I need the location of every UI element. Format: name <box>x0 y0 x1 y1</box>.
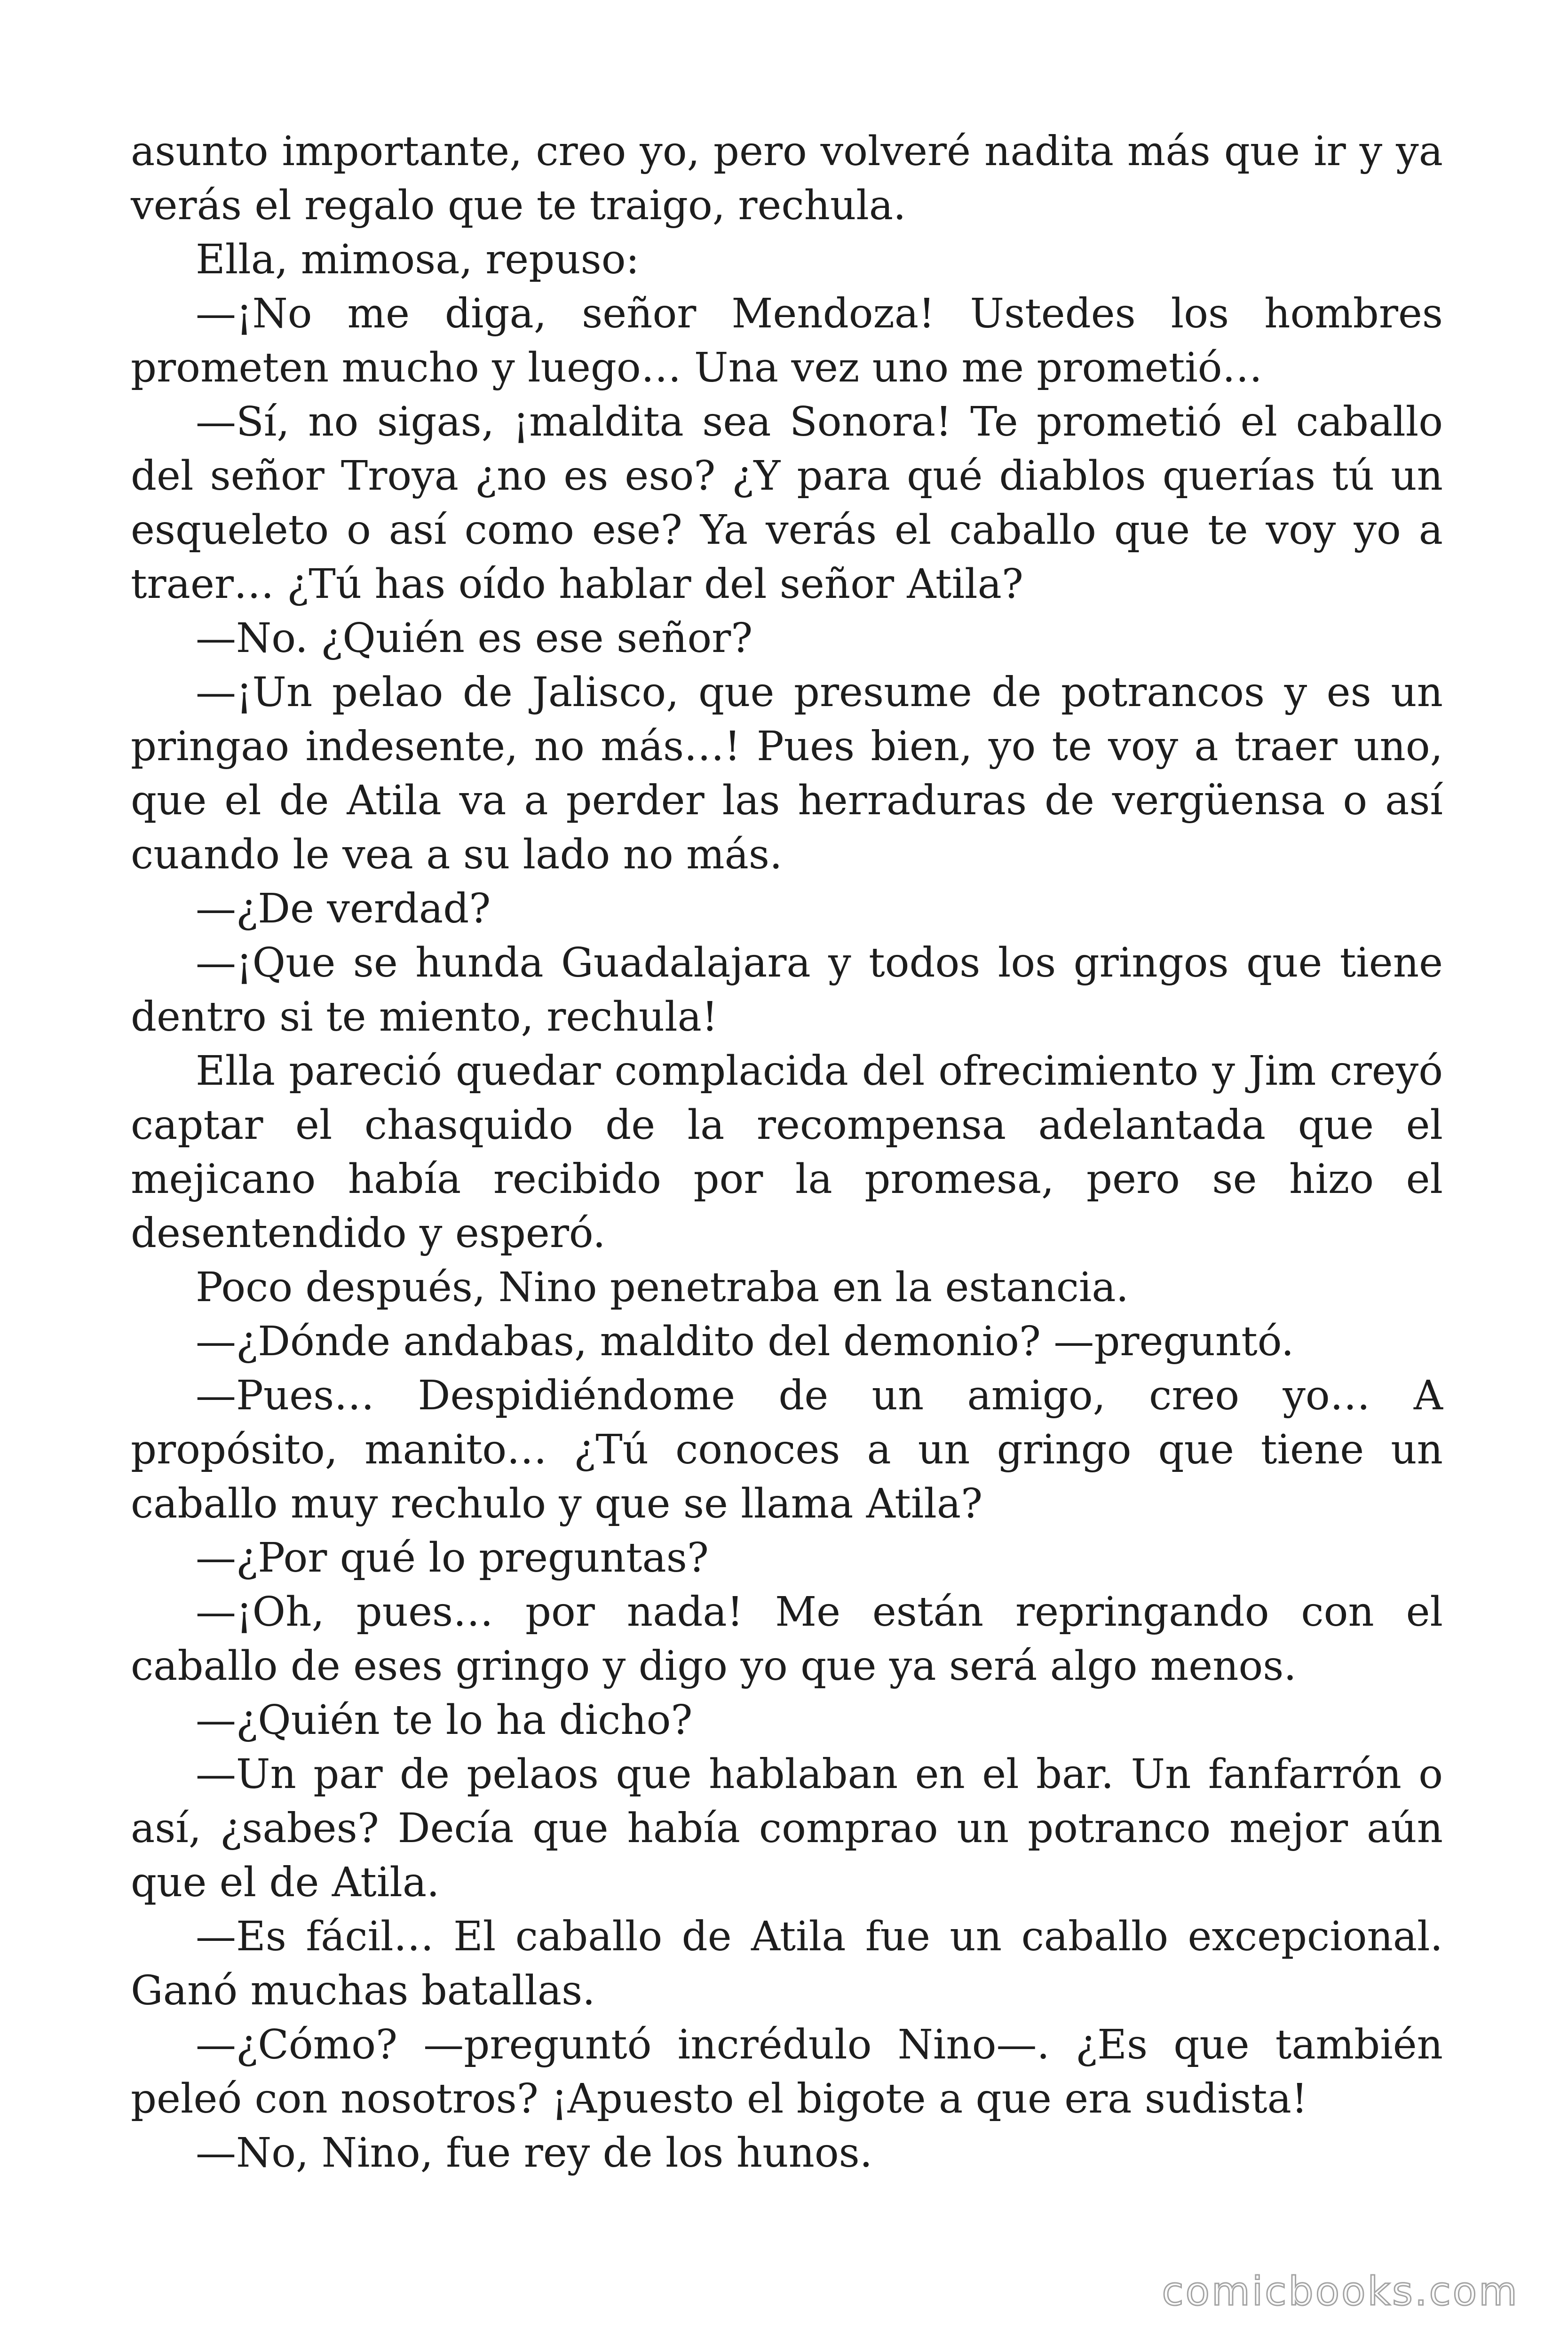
page-body <box>131 125 1443 2180</box>
paragraph: Poco después, Nino penetraba en la estancia. <box>196 1264 1129 1311</box>
paragraph: asunto importante, creo yo, pero volveré nadita más que ir y ya verás el regalo que te traigo, rechula. <box>131 128 1443 229</box>
paragraph: Ella, mimosa, repuso: <box>196 236 640 283</box>
paragraph: —Un par de pelaos que hablaban en el bar. Un fanfarrón o así, ¿sabes? Decía que había comprao un potranco mejor aún que el de Atila. <box>131 1751 1443 1906</box>
paragraph: —No, Nino, fue rey de los hunos. <box>196 2130 873 2177</box>
watermark: comicbooks.com <box>1162 2268 1519 2314</box>
paragraph: —¡Que se hunda Guadalajara y todos los gringos que tiene dentro si te miento, rechula! <box>131 939 1443 1041</box>
paragraph: —¡Un pelao de Jalisco, que presume de potrancos y es un pringao indesente, no más…! Pues bien, yo te voy a traer uno, que el de Atila va a perder las herraduras de vergüensa o así cuando le vea a su lado no más. <box>131 669 1443 878</box>
paragraph: —¿Cómo? —preguntó incrédulo Nino—. ¿Es que también peleó con nosotros? ¡Apuesto el bigote a que era sudista! <box>131 2021 1443 2122</box>
paragraph: —Sí, no sigas, ¡maldita sea Sonora! Te prometió el caballo del señor Troya ¿no es eso? ¿Y para qué diablos querías tú un esqueleto o así como ese? Ya verás el caballo que te voy yo a traer… ¿Tú has oído hablar del señor Atila? <box>131 398 1443 608</box>
paragraph: —¡No me diga, señor Mendoza! Ustedes los hombres prometen mucho y luego… Una vez uno me prometió… <box>131 290 1443 391</box>
paragraph: —¡Oh, pues… por nada! Me están repringando con el caballo de eses gringo y digo yo que ya será algo menos. <box>131 1589 1443 1690</box>
paragraph: —¿Por qué lo preguntas? <box>196 1534 709 1581</box>
paragraph: —Es fácil… El caballo de Atila fue un caballo excepcional. Ganó muchas batallas. <box>131 1913 1443 2014</box>
paragraph: —¿Quién te lo ha dicho? <box>196 1697 693 1744</box>
paragraph: —No. ¿Quién es ese señor? <box>196 615 753 662</box>
paragraph: —Pues… Despidiéndome de un amigo, creo yo… A propósito, manito… ¿Tú conoces a un gringo que tiene un caballo muy rechulo y que se llama Atila? <box>131 1372 1443 1527</box>
paragraph: —¿Dónde andabas, maldito del demonio? —preguntó. <box>196 1318 1294 1365</box>
paragraph: —¿De verdad? <box>196 885 491 932</box>
paragraph: Ella pareció quedar complacida del ofrecimiento y Jim creyó captar el chasquido de la recompensa adelantada que el mejicano había recibido por la promesa, pero se hizo el desentendido y esperó. <box>131 1048 1443 1257</box>
